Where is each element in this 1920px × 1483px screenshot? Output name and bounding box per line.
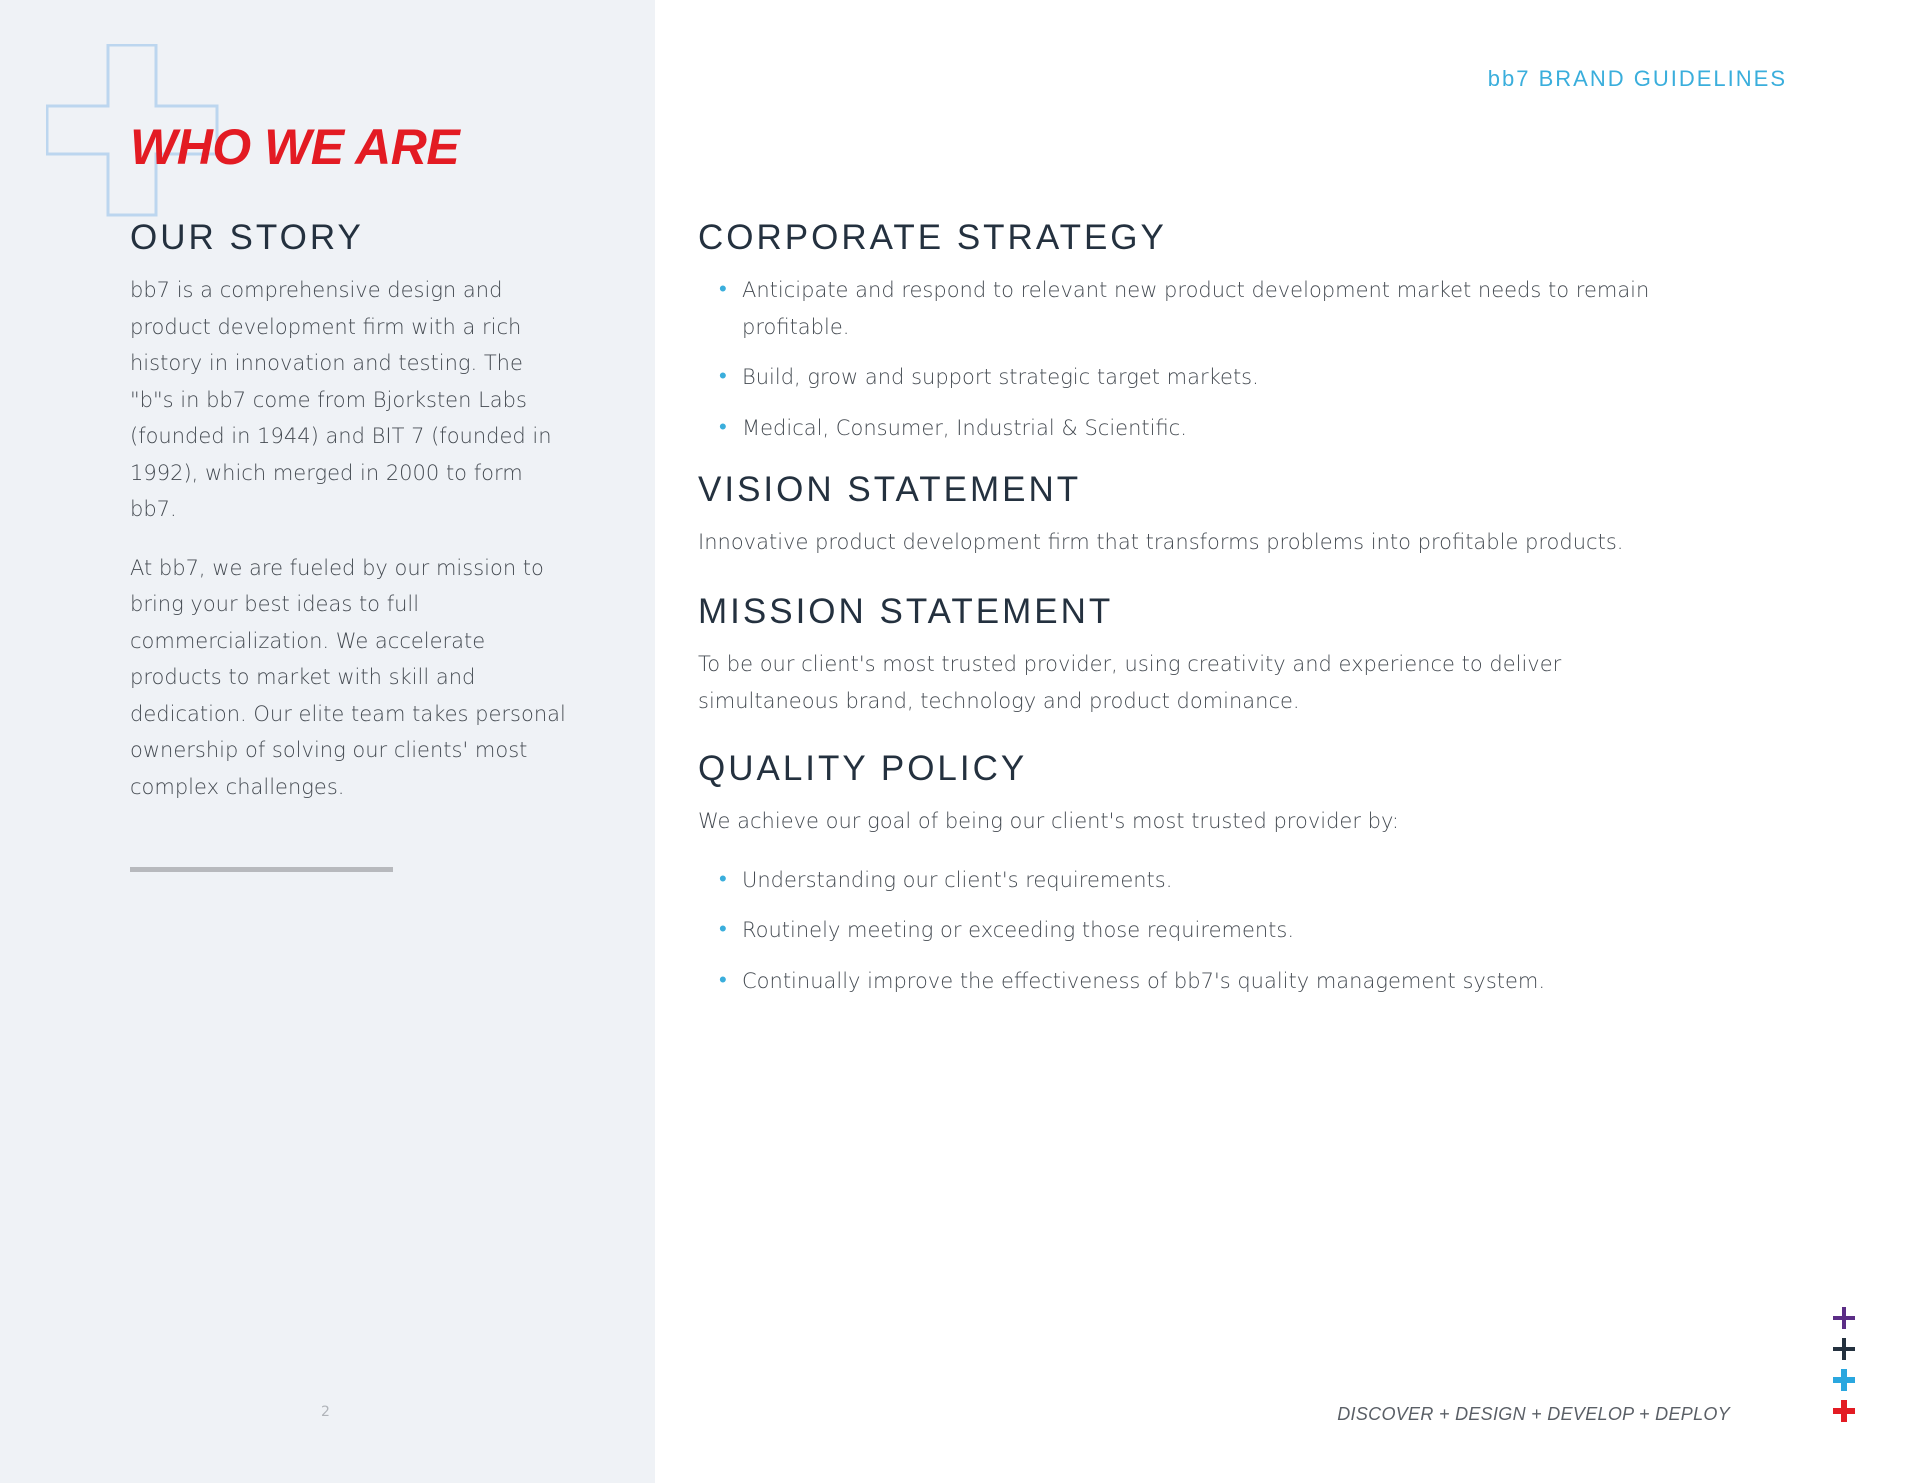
footer-tagline: DISCOVER + DESIGN + DEVELOP + DEPLOY [1337, 1404, 1730, 1424]
corporate-strategy-list [698, 272, 1798, 446]
list-item-text: Anticipate and respond to relevant new product development market needs to remain profitable. [742, 278, 1650, 339]
list-item [719, 963, 1798, 1000]
bullet-icon: • [719, 917, 727, 942]
bullet-icon: • [719, 967, 727, 993]
brand-guidelines-header: bb7 BRAND GUIDELINES [1487, 66, 1787, 91]
list-item [719, 410, 1798, 447]
bullet-icon: • [719, 866, 727, 892]
page-number: 2 [321, 1404, 330, 1420]
our-story-paragraph: bb7 is a comprehensive design and product development firm with a rich history in innovation and testing. The "b"s in bb7 come from Bjorksten Labs (founded in 1944) and BIT 7 (founded in 1992), which merged in 2000 to form bb7. [130, 278, 552, 521]
bullet-icon: • [719, 414, 727, 440]
bullet-icon: • [719, 277, 727, 302]
our-story-section [130, 218, 570, 805]
plus-icon [1833, 1338, 1855, 1360]
mission-statement-section [698, 592, 1798, 719]
mission-statement-text: To be our client's most trusted provider, using creativity and experience to deliver simultaneous brand, technology and product dominance. [698, 652, 1562, 713]
vision-statement-heading: VISION STATEMENT [698, 470, 1082, 509]
corporate-strategy-heading: CORPORATE STRATEGY [698, 218, 1167, 257]
bullet-icon: • [719, 364, 727, 389]
mission-statement-heading: MISSION STATEMENT [698, 592, 1114, 631]
quality-policy-heading: QUALITY POLICY [698, 749, 1028, 788]
plus-icon-stack [1833, 1307, 1855, 1431]
our-story-paragraph: At bb7, we are fueled by our mission to bring your best ideas to full commercialization. We accelerate products to market with skill and dedication. Our elite team takes personal ownership of solving our clients' most complex challenges. [130, 555, 566, 799]
quality-policy-section [698, 749, 1798, 1013]
quality-policy-intro: We achieve our goal of being our client's most trusted provider by: [698, 809, 1399, 833]
list-item [719, 272, 1702, 345]
left-panel [0, 0, 655, 1483]
plus-icon [1833, 1369, 1855, 1391]
list-item-text: Continually improve the effectiveness of bb7's quality management system. [742, 968, 1546, 993]
list-item [719, 359, 1798, 396]
plus-icon [1833, 1400, 1855, 1422]
list-item-text: Build, grow and support strategic target markets. [742, 365, 1259, 389]
divider [130, 867, 393, 872]
our-story-heading: OUR STORY [130, 218, 364, 257]
list-item-text: Medical, Consumer, Industrial & Scientific. [742, 415, 1187, 440]
vision-statement-text: Innovative product development firm that transforms problems into profitable products. [698, 530, 1624, 554]
list-item-text: Routinely meeting or exceeding those requirements. [742, 918, 1295, 942]
list-item [719, 912, 1798, 949]
plus-icon [1833, 1307, 1855, 1329]
corporate-strategy-section [698, 218, 1798, 460]
list-item-text: Understanding our client's requirements. [742, 867, 1173, 892]
page-title: WHO WE ARE [130, 119, 460, 175]
quality-policy-list [698, 862, 1798, 1000]
vision-statement-section [698, 470, 1798, 561]
list-item [719, 862, 1798, 899]
